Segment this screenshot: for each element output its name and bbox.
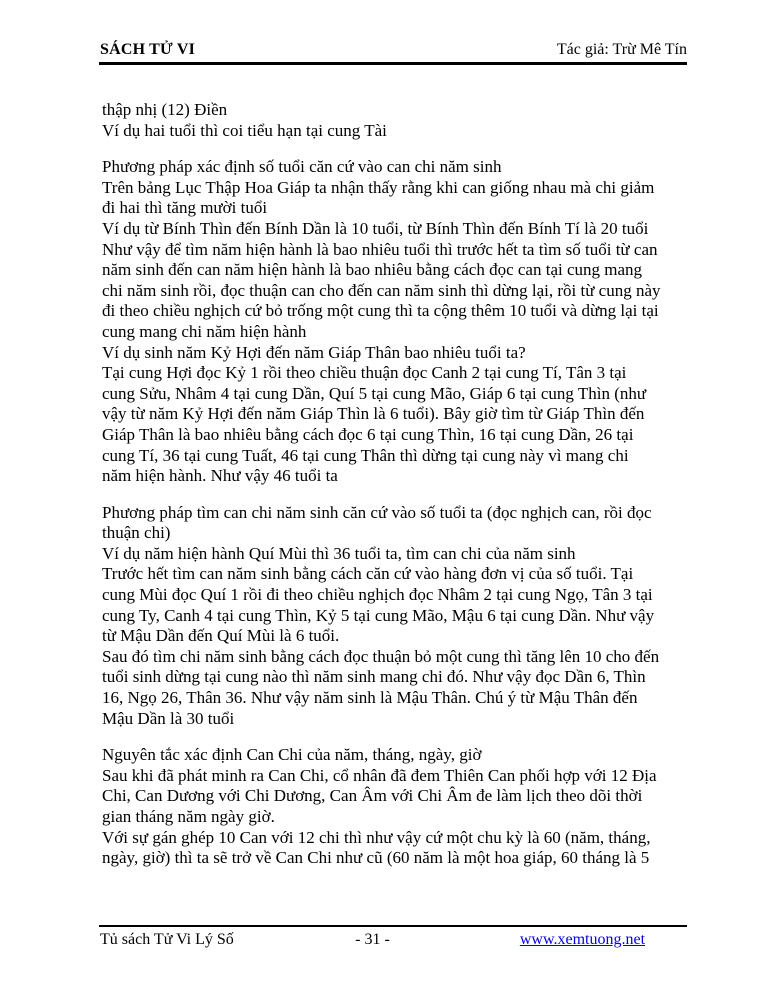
text-line: Phương pháp tìm can chi năm sinh căn cứ vào số tuổi ta (đọc nghịch can, rồi đọc	[102, 502, 652, 522]
text-line: Sau khi đã phát minh ra Can Chi, cổ nhân đã đem Thiên Can phối hợp với 12 Địa	[102, 765, 657, 785]
text-line: cung Ty, Canh 4 tại cung Thìn, Kỷ 5 tại cung Mão, Mậu 6 tại cung Dần. Như vậy	[102, 605, 655, 625]
text-line: cung Sửu, Nhâm 4 tại cung Dần, Quí 5 tại cung Mão, Giáp 6 tại cung Thìn (như	[102, 383, 647, 403]
text-line: cung Tí, 36 tại cung Tuất, 46 tại cung Thân thì dừng tại cung này vì mang chi	[102, 445, 629, 465]
text-line: Sau đó tìm chi năm sinh bằng cách đọc thuận bỏ một cung thì tăng lên 10 cho đến	[102, 646, 660, 666]
text-line: Ví dụ hai tuổi thì coi tiểu hạn tại cung Tài	[102, 120, 387, 140]
text-line: chi năm sinh rồi, đọc thuận can cho đến can năm sinh thì dừng lại, rồi từ cung này	[102, 280, 661, 300]
text-line: thuận chi)	[102, 523, 171, 543]
author-credit: Tác giả: Trừ Mê Tín	[556, 41, 687, 58]
series-title: Tủ sách Tử Vi Lý Số	[100, 931, 234, 948]
text-line: Tại cung Hợi đọc Kỷ 1 rồi theo chiều thuận đọc Canh 2 tại cung Tí, Tân 3 tại	[102, 363, 627, 383]
text-line: Phương pháp xác định số tuổi căn cứ vào can chi năm sinh	[102, 157, 502, 177]
text-line: Ví dụ năm hiện hành Quí Mùi thì 36 tuổi ta, tìm can chi của năm sinh	[102, 543, 576, 563]
page-number: - 31 -	[355, 931, 390, 948]
text-line: Ví dụ sinh năm Kỷ Hợi đến năm Giáp Thân bao nhiêu tuổi ta?	[102, 342, 526, 362]
book-title: SÁCH TỬ VI	[100, 41, 196, 58]
text-line: gian tháng năm ngày giờ.	[102, 807, 275, 826]
text-line: thập nhị (12) Điền	[102, 100, 228, 119]
text-line: từ Mậu Dần đến Quí Mùi là 6 tuổi.	[102, 626, 340, 646]
document-body	[102, 100, 688, 869]
text-line: ngày, giờ) thì ta sẽ trở về Can Chi như cũ (60 năm là một hoa giáp, 60 tháng là 5	[102, 848, 650, 868]
text-line: Với sự gán ghép 10 Can với 12 chi thì như vậy cứ một chu kỳ là 60 (năm, tháng,	[102, 827, 651, 847]
text-line: Ví dụ từ Bính Thìn đến Bính Dần là 10 tuổi, từ Bính Thìn đến Bính Tí là 20 tuổi	[102, 218, 649, 238]
text-line: đi hai thì tăng mười tuổi	[102, 198, 268, 218]
text-line: đi theo chiều nghịch cứ bỏ trống một cung thì ta cộng thêm 10 tuổi và dừng lại tại	[102, 301, 659, 321]
text-line: năm sinh đến can năm hiện hành là bao nhiêu bằng cách đọc can tại cung mang	[102, 260, 643, 280]
text-line: năm hiện hành. Như vậy 46 tuổi ta	[102, 466, 338, 486]
page-footer	[100, 931, 687, 949]
text-line: vậy từ năm Kỷ Hợi đến năm Giáp Thìn là 6 tuổi). Bây giờ tìm từ Giáp Thìn đến	[102, 404, 645, 424]
text-line: Trên bảng Lục Thập Hoa Giáp ta nhận thấy rằng khi can giống nhau mà chi giảm	[102, 177, 655, 197]
text-line: Trước hết tìm can năm sinh bằng cách căn cứ vào hàng đơn vị của số tuổi. Tại	[102, 564, 634, 584]
page-header	[100, 41, 687, 59]
text-line: Giáp Thân là bao nhiêu bằng cách đọc 6 tại cung Thìn, 16 tại cung Dần, 26 tại	[102, 424, 634, 444]
text-line: Mậu Dần là 30 tuổi	[102, 708, 235, 728]
text-line: cung Mùi đọc Quí 1 rồi đi theo chiều nghịch đọc Nhâm 2 tại cung Ngọ, Tân 3 tại	[102, 585, 653, 605]
text-line	[102, 487, 688, 503]
text-line	[102, 141, 688, 157]
footer-rule	[99, 925, 687, 927]
text-line: tuổi sinh dừng tại cung nào thì năm sinh mang chi đó. Như vậy đọc Dần 6, Thìn	[102, 667, 646, 687]
header-rule	[99, 62, 687, 65]
text-line: Nguyên tắc xác định Can Chi của năm, tháng, ngày, giờ	[102, 745, 482, 765]
text-line: cung mang chi năm hiện hành	[102, 321, 307, 341]
text-line: Chi, Can Dương với Chi Dương, Can Âm với Chi Âm đe làm lịch theo dõi thời	[102, 786, 643, 806]
website-link[interactable]: www.xemtuong.net	[519, 931, 646, 948]
text-line: Như vậy để tìm năm hiện hành là bao nhiêu tuổi thì trước hết ta tìm số tuổi từ can	[102, 239, 658, 259]
text-line: 16, Ngọ 26, Thân 36. Như vậy năm sinh là Mậu Thân. Chú ý từ Mậu Thân đến	[102, 688, 638, 708]
text-line	[102, 729, 688, 745]
footer-link-cell	[463, 931, 687, 949]
